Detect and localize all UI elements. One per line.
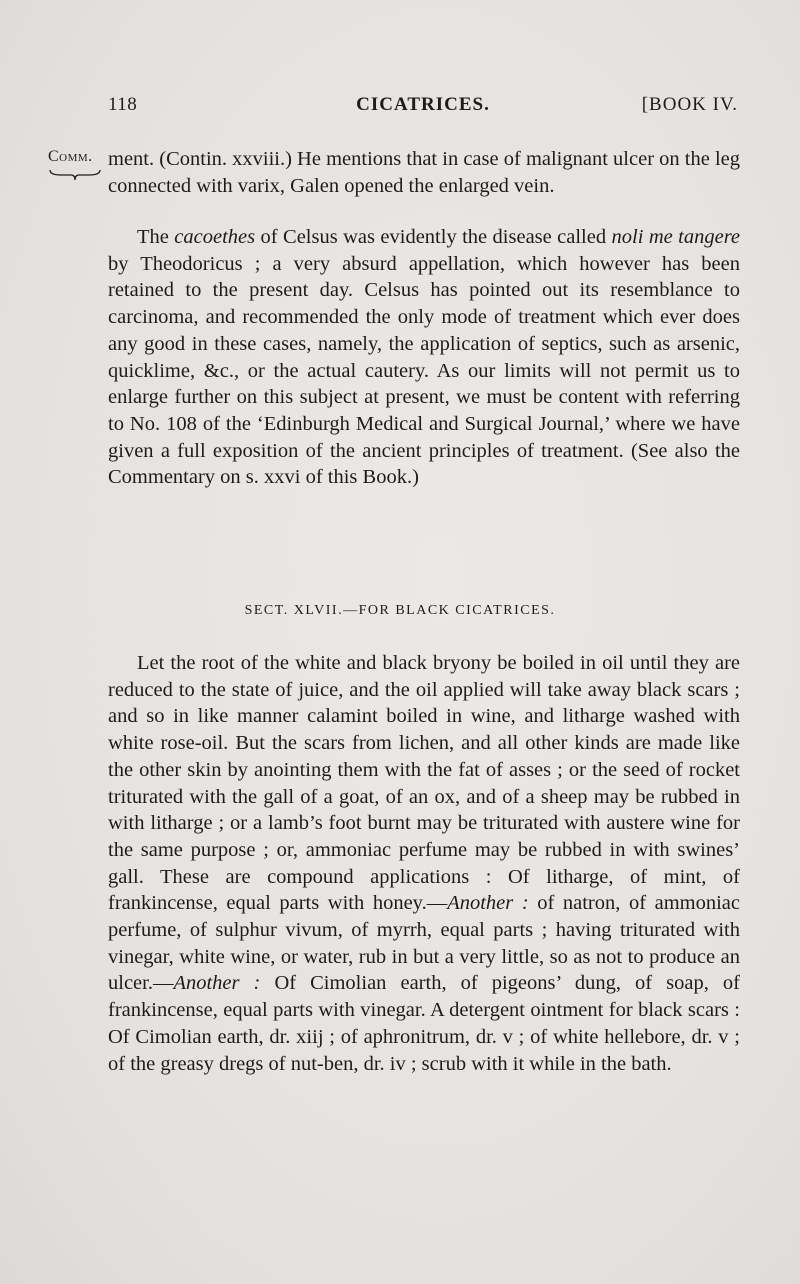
book-reference: [BOOK IV. <box>641 94 738 115</box>
page-number: 118 <box>108 94 138 115</box>
section-heading: SECT. XLVII.—FOR BLACK CICATRICES. <box>244 603 556 618</box>
running-header <box>108 94 738 124</box>
another-label: Another : <box>447 892 529 915</box>
continued-text: ment. (Contin. xxviii.) He mentions that in case of malignant ulcer on the leg connected with varix, Galen opened the enlarged vein. <box>108 148 740 197</box>
section-run-3: Of Cimolian earth, of pigeons’ dung, of soap, of frankincense, equal parts with vinegar. A detergent ointment for black scars : Of Cimolian earth, dr. xiij ; of aphronitrum, dr. v ; of white hellebore, dr. v ; of the greasy dregs of nut-ben, dr. iv ; scrub with it while in the bath. <box>108 972 740 1075</box>
another-label: Another : <box>173 972 261 995</box>
margin-brace-icon <box>49 168 101 182</box>
commentary-margin-label: Comm. <box>48 148 93 165</box>
term-cacoethes: cacoethes <box>174 226 256 248</box>
commentary-run-2: of Celsus was evidently the disease called <box>255 226 612 248</box>
commentary-paragraph <box>108 224 740 491</box>
continued-paragraph <box>108 146 740 199</box>
section-text <box>108 650 740 1077</box>
commentary-run-3: by Theodoricus ; a very absurd appellation, which however has been retained to the present day. Celsus has pointed out its resemblance to carcinoma, and recommended the only mode of treatment which ever does any good in these cases, namely, the application of septics, such as arsenic, quicklime, &c., or the actual cautery. As our limits will not permit us to enlarge further on this subject at present, we must be content with referring to No. 108 of the ‘Edinburgh Medical and Surgical Journal,’ where we have given a full exposition of the ancient principles of treatment. (See also the Commentary on s. xxvi of this Book.) <box>108 252 740 489</box>
section-paragraph <box>108 650 740 1077</box>
running-title: CICATRICES. <box>356 94 490 115</box>
commentary-text <box>108 224 740 491</box>
term-noli-me-tangere: noli me tangere <box>611 226 741 248</box>
commentary-run-1: The <box>137 226 175 248</box>
section-run-2: of natron, of ammoniac perfume, of sulphur vivum, of myrrh, equal parts ; having triturated with vinegar, white wine, or water, rub in but a very little, so as not to produce an ulcer.— <box>108 892 740 995</box>
section-run-1: Let the root of the white and black bryony be boiled in oil until they are reduced to the state of juice, and the oil applied will take away black scars ; and so in like manner calamint boiled in wine, and litharge washed with white rose-oil. But the scars from lichen, and all other kinds are made like the other skin by anointing them with the fat of asses ; or the seed of rocket triturated with the gall of a goat, of an ox, and of a sheep may be rubbed in with litharge ; or a lamb’s foot burnt may be triturated with austere wine for the same purpose ; or, ammoniac perfume may be rubbed in with swines’ gall. These are compound applications : Of litharge, of mint, of frankincense, equal parts with honey.— <box>108 652 740 915</box>
